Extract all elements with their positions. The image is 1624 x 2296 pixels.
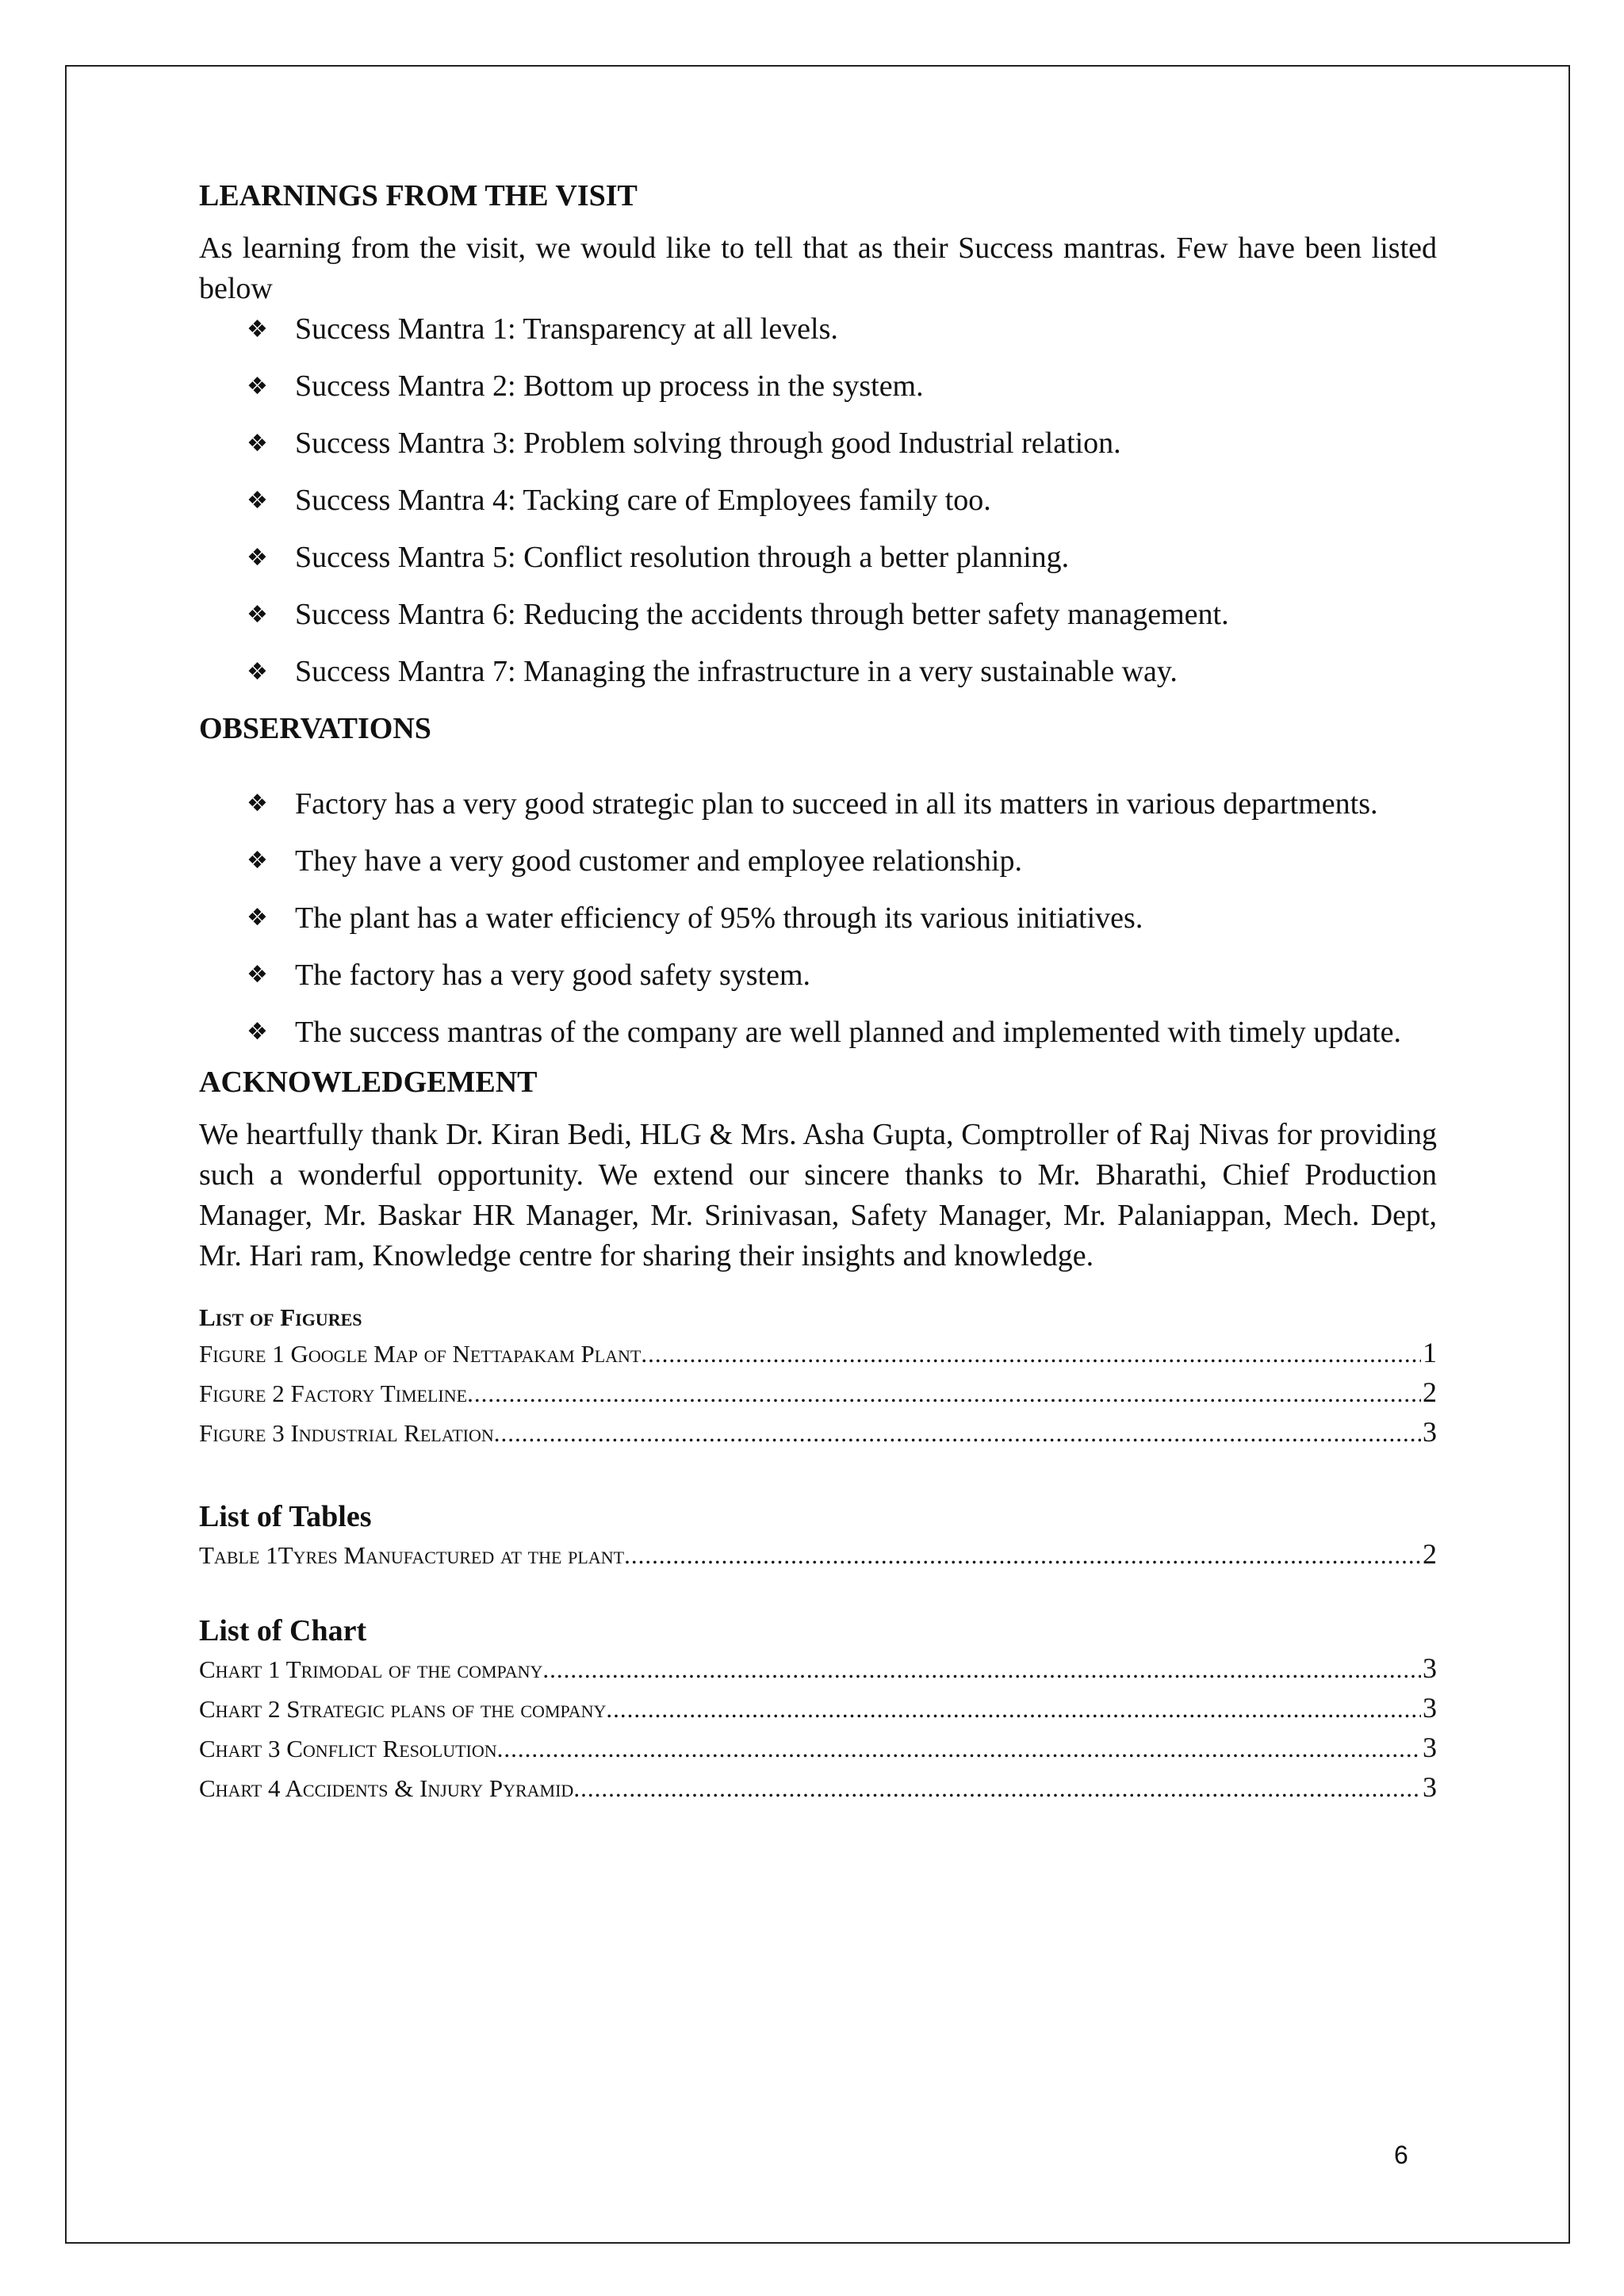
list-of-tables <box>199 1498 1437 1575</box>
toc-entry[interactable]: Table 1Tyres Manufactured at the plant ..... 2 <box>199 1535 1437 1575</box>
list-of-figures <box>199 1302 1437 1452</box>
list-item: ❖ Success Mantra 3: Problem solving through good Industrial relation. <box>199 423 1437 464</box>
diamond-bullet-icon: ❖ <box>247 904 268 932</box>
toc-entry[interactable]: Chart 4 Accidents & Injury Pyramid ..... 3 <box>199 1768 1437 1808</box>
diamond-bullet-icon: ❖ <box>247 544 268 572</box>
diamond-bullet-icon: ❖ <box>247 601 268 629</box>
list-item: ❖ The plant has a water efficiency of 95% through its various initiatives. <box>199 890 1437 947</box>
list-item: ❖ Success Mantra 4: Tacking care of Employees family too. <box>199 480 1437 521</box>
list-of-tables-title: List of Tables <box>199 1500 372 1533</box>
list-of-figures-title: List of Figures <box>199 1303 362 1331</box>
toc-entry[interactable]: Chart 3 Conflict Resolution ..... 3 <box>199 1728 1437 1768</box>
page-content <box>199 176 1437 1808</box>
toc-entry[interactable]: Figure 3 Industrial Relation ..... 3 <box>199 1413 1437 1452</box>
diamond-bullet-icon: ❖ <box>247 430 268 457</box>
list-item: ❖ Success Mantra 5: Conflict resolution through a better planning. <box>199 538 1437 578</box>
diamond-bullet-icon: ❖ <box>247 847 268 874</box>
list-item: ❖ Success Mantra 2: Bottom up process in the system. <box>199 366 1437 407</box>
acknowledgement-text: We heartfully thank Dr. Kiran Bedi, HLG & Mrs. Asha Gupta, Comptroller of Raj Nivas for providing such a wonderful opportunity. We extend our sincere thanks to Mr. Bharathi, Chief Production Manager, Mr. Baskar HR Manager, Mr. Srinivasan, Safety Manager, Mr. Palaniappan, Mech. Dept, Mr. Hari ram, Knowledge centre for sharing their insights and knowledge. <box>199 1118 1437 1272</box>
toc-entry[interactable]: Figure 2 Factory Timeline ..... 2 <box>199 1373 1437 1413</box>
success-mantra-list <box>199 309 1437 692</box>
toc-entry[interactable]: Chart 1 Trimodal of the company ..... 3 <box>199 1649 1437 1689</box>
list-item: ❖ Success Mantra 7: Managing the infrastructure in a very sustainable way. <box>199 652 1437 692</box>
diamond-bullet-icon: ❖ <box>247 316 268 343</box>
list-item: ❖ The success mantras of the company are well planned and implemented with timely update. <box>199 1004 1437 1061</box>
page-number: 6 <box>1394 2141 1408 2169</box>
learnings-heading: LEARNINGS FROM THE VISIT <box>199 179 638 212</box>
learnings-intro: As learning from the visit, we would like to tell that as their Success mantras. Few have been listed below <box>199 232 1437 305</box>
acknowledgement-heading: ACKNOWLEDGEMENT <box>199 1066 538 1099</box>
diamond-bullet-icon: ❖ <box>247 1018 268 1046</box>
diamond-bullet-icon: ❖ <box>247 790 268 817</box>
list-of-chart <box>199 1613 1437 1808</box>
list-item: ❖ Success Mantra 6: Reducing the accidents through better safety management. <box>199 595 1437 635</box>
diamond-bullet-icon: ❖ <box>247 487 268 515</box>
diamond-bullet-icon: ❖ <box>247 373 268 400</box>
list-item: ❖ Success Mantra 1: Transparency at all levels. <box>199 309 1437 350</box>
list-item: ❖ The factory has a very good safety system. <box>199 947 1437 1004</box>
observations-list <box>199 775 1437 1061</box>
diamond-bullet-icon: ❖ <box>247 961 268 989</box>
toc-entry[interactable]: Figure 1 Google Map of Nettapakam Plant ..... 1 <box>199 1334 1437 1373</box>
diamond-bullet-icon: ❖ <box>247 658 268 686</box>
list-item: ❖ Factory has a very good strategic plan to succeed in all its matters in various departments. <box>199 775 1437 832</box>
list-item: ❖ They have a very good customer and employee relationship. <box>199 832 1437 890</box>
observations-heading: OBSERVATIONS <box>199 712 431 745</box>
toc-entry[interactable]: Chart 2 Strategic plans of the company ..... 3 <box>199 1689 1437 1728</box>
list-of-chart-title: List of Chart <box>199 1614 367 1647</box>
